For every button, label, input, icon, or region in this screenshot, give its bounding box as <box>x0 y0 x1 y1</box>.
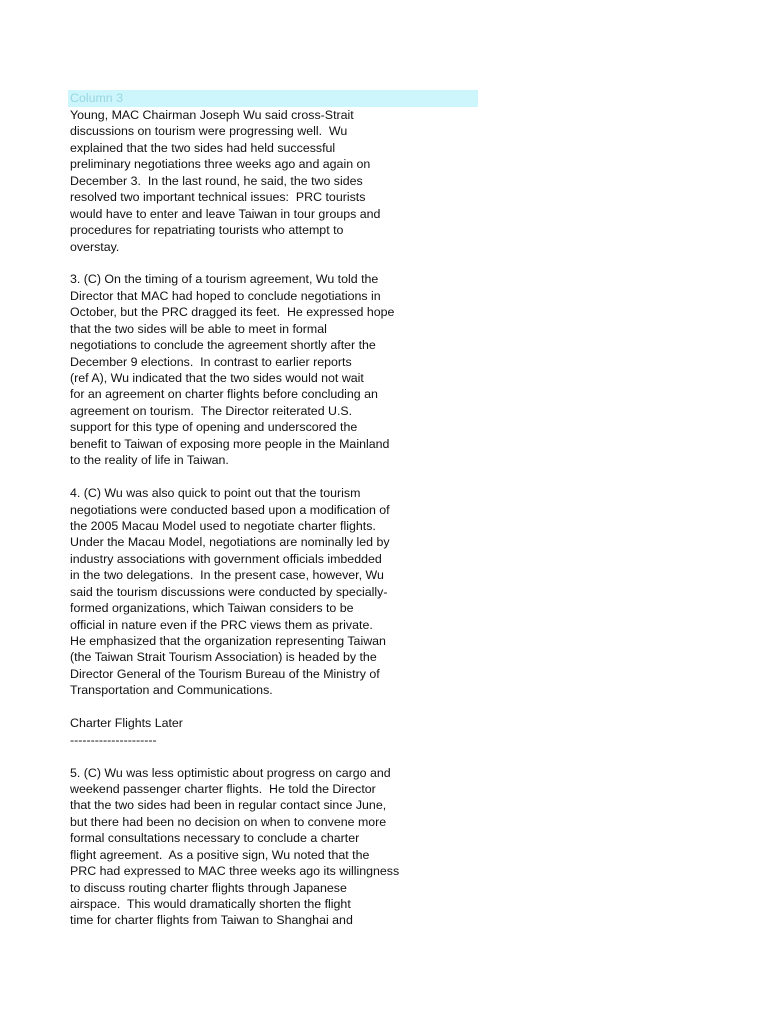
text-line: December 9 elections. In contrast to earlier reports <box>70 354 352 369</box>
cell-text-body[interactable] <box>70 107 430 929</box>
text-line: said the tourism discussions were conducted by specially- <box>70 584 388 599</box>
text-line: Transportation and Communications. <box>70 683 273 698</box>
text-line: Director that MAC had hoped to conclude negotiations in <box>70 288 381 303</box>
text-line: Charter Flights Later <box>70 716 183 731</box>
text-line: official in nature even if the PRC views them as private. <box>70 617 373 632</box>
column-header-cell[interactable]: Column 3 <box>68 90 478 107</box>
text-line: procedures for repatriating tourists who attempt to <box>70 223 344 238</box>
text-line: negotiations to conclude the agreement shortly after the <box>70 338 376 353</box>
text-line: to the reality of life in Taiwan. <box>70 453 229 468</box>
text-line: Under the Macau Model, negotiations are nominally led by <box>70 535 390 550</box>
text-line: negotiations were conducted based upon a modification of <box>70 502 390 517</box>
text-line: preliminary negotiations three weeks ago and again on <box>70 157 371 172</box>
text-line: (ref A), Wu indicated that the two sides would not wait <box>70 371 364 385</box>
text-line: would have to enter and leave Taiwan in tour groups and <box>70 206 381 221</box>
text-line: 5. (C) Wu was less optimistic about progress on cargo and <box>70 765 391 780</box>
text-line: but there had been no decision on when to convene more <box>70 814 387 829</box>
text-line <box>70 469 430 485</box>
text-line: 4. (C) Wu was also quick to point out that the tourism <box>70 486 361 501</box>
text-line: Director General of the Tourism Bureau of the Ministry of <box>70 666 380 681</box>
text-line: benefit to Taiwan of exposing more people in the Mainland <box>70 436 390 451</box>
text-line: time for charter flights from Taiwan to Shanghai and <box>70 913 353 928</box>
text-line: industry associations with government officials imbedded <box>70 551 382 566</box>
text-line <box>70 255 430 271</box>
text-line: Young, MAC Chairman Joseph Wu said cross-Strait <box>70 108 354 122</box>
text-line: flight agreement. As a positive sign, Wu noted that the <box>70 847 370 862</box>
text-line: December 3. In the last round, he said, the two sides <box>70 173 363 188</box>
text-line <box>70 699 430 715</box>
text-line: that the two sides had been in regular contact since June, <box>70 798 387 813</box>
text-line: --------------------- <box>70 732 157 747</box>
text-line: October, but the PRC dragged its feet. He expressed hope <box>70 305 395 320</box>
text-line: explained that the two sides had held successful <box>70 140 336 155</box>
text-line: in the two delegations. In the present case, however, Wu <box>70 568 384 583</box>
text-line: PRC had expressed to MAC three weeks ago its willingness <box>70 864 400 879</box>
text-line: agreement on tourism. The Director reiterated U.S. <box>70 403 353 418</box>
text-line: to discuss routing charter flights through Japanese <box>70 880 347 895</box>
text-line: for an agreement on charter flights before concluding an <box>70 387 378 402</box>
text-line <box>70 748 430 764</box>
text-line: airspace. This would dramatically shorten the flight <box>70 897 351 911</box>
text-line: He emphasized that the organization representing Taiwan <box>70 634 386 648</box>
text-line: overstay. <box>70 239 120 254</box>
text-line: formal consultations necessary to conclude a charter <box>70 831 360 846</box>
text-line: (the Taiwan Strait Tourism Association) is headed by the <box>70 650 377 665</box>
text-line: formed organizations, which Taiwan considers to be <box>70 601 354 616</box>
text-line: 3. (C) On the timing of a tourism agreement, Wu told the <box>70 272 379 287</box>
text-line: resolved two important technical issues: PRC tourists <box>70 190 366 205</box>
text-line: support for this type of opening and underscored the <box>70 420 358 435</box>
text-line: weekend passenger charter flights. He told the Director <box>70 781 376 796</box>
text-line: the 2005 Macau Model used to negotiate charter flights. <box>70 518 376 533</box>
text-line: discussions on tourism were progressing well. Wu <box>70 124 348 139</box>
text-line: that the two sides will be able to meet in formal <box>70 321 327 336</box>
